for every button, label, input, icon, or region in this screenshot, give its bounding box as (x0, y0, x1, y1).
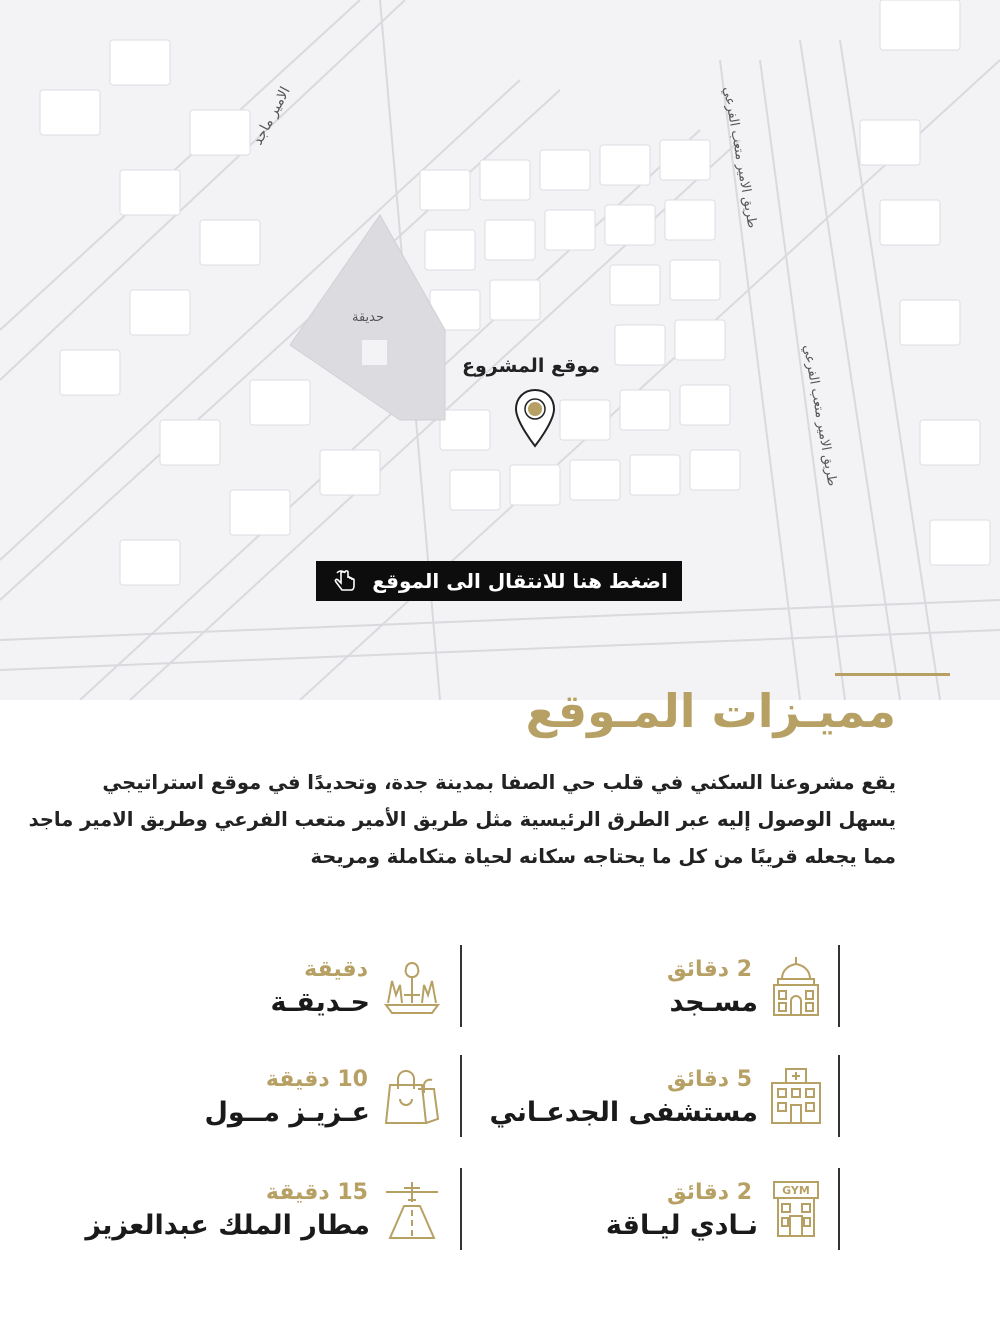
hospital-time: 5 دقائق (666, 1067, 752, 1092)
section-description (28, 764, 896, 875)
mosque-icon (766, 955, 826, 1017)
gym-icon (766, 1178, 826, 1240)
feature-divider (838, 1055, 840, 1137)
feature-divider (460, 945, 462, 1027)
description-line-3: مما يجعله قريبًا من كل ما يحتاجه سكانه لحياة متكاملة ومريحة (310, 845, 896, 868)
feature-divider (838, 945, 840, 1027)
airport-icon (382, 1178, 442, 1240)
gym-time: 2 دقائق (666, 1180, 752, 1205)
road-label-majed: الامير ماجد (249, 84, 294, 148)
feature-hospital (489, 1055, 840, 1137)
shopping-bag-icon (382, 1065, 442, 1127)
gym-name: نـادي ليـاقة (605, 1210, 758, 1241)
go-to-location-button[interactable] (316, 561, 682, 601)
feature-mosque (560, 945, 840, 1027)
park-icon (382, 955, 442, 1017)
cta-label: اضغط هنا للانتقال الى الموقع (372, 569, 668, 593)
feature-divider (460, 1168, 462, 1250)
hand-pointer-icon (330, 567, 358, 595)
feature-airport (85, 1168, 462, 1250)
gym-sign-text: GYM (782, 1184, 810, 1197)
road-label-mutaib-2: طريق الامير متعب الفرعي (799, 343, 840, 488)
airport-name: مطار الملك عبدالعزيز (85, 1210, 370, 1241)
feature-divider (838, 1168, 840, 1250)
park-name: حـديقـة (270, 987, 370, 1018)
location-pin-icon[interactable] (512, 388, 558, 450)
mosque-name: مسـجد (669, 987, 758, 1018)
description-line-1: يقع مشروعنا السكني في قلب حي الصفا بمدينة جدة، وتحديدًا في موقع استراتيجي (102, 771, 896, 794)
description-line-2: يسهل الوصول إليه عبر الطرق الرئيسية مثل طريق الأمير متعب الفرعي وطريق الامير ماجد (28, 808, 896, 831)
feature-park (180, 945, 462, 1027)
mall-time: 10 دقيقة (265, 1067, 368, 1092)
park-map-label: حديقة (352, 310, 385, 325)
feature-divider (460, 1055, 462, 1137)
feature-mall (180, 1055, 462, 1137)
section-title: مميـزات المـوقع (525, 684, 896, 738)
park-time: دقيقة (304, 957, 368, 982)
hospital-icon (766, 1065, 826, 1127)
road-label-mutaib-1: طريق الامير متعب الفرعي (719, 85, 760, 230)
project-location-label: موقع المشروع (462, 355, 601, 377)
title-accent-line (835, 673, 950, 676)
feature-gym (560, 1168, 840, 1250)
mosque-time: 2 دقائق (666, 957, 752, 982)
mall-name: عـزيـز مــول (204, 1097, 370, 1128)
hospital-name: مستشفى الجدعـاني (489, 1097, 758, 1128)
airport-time: 15 دقيقة (265, 1180, 368, 1205)
